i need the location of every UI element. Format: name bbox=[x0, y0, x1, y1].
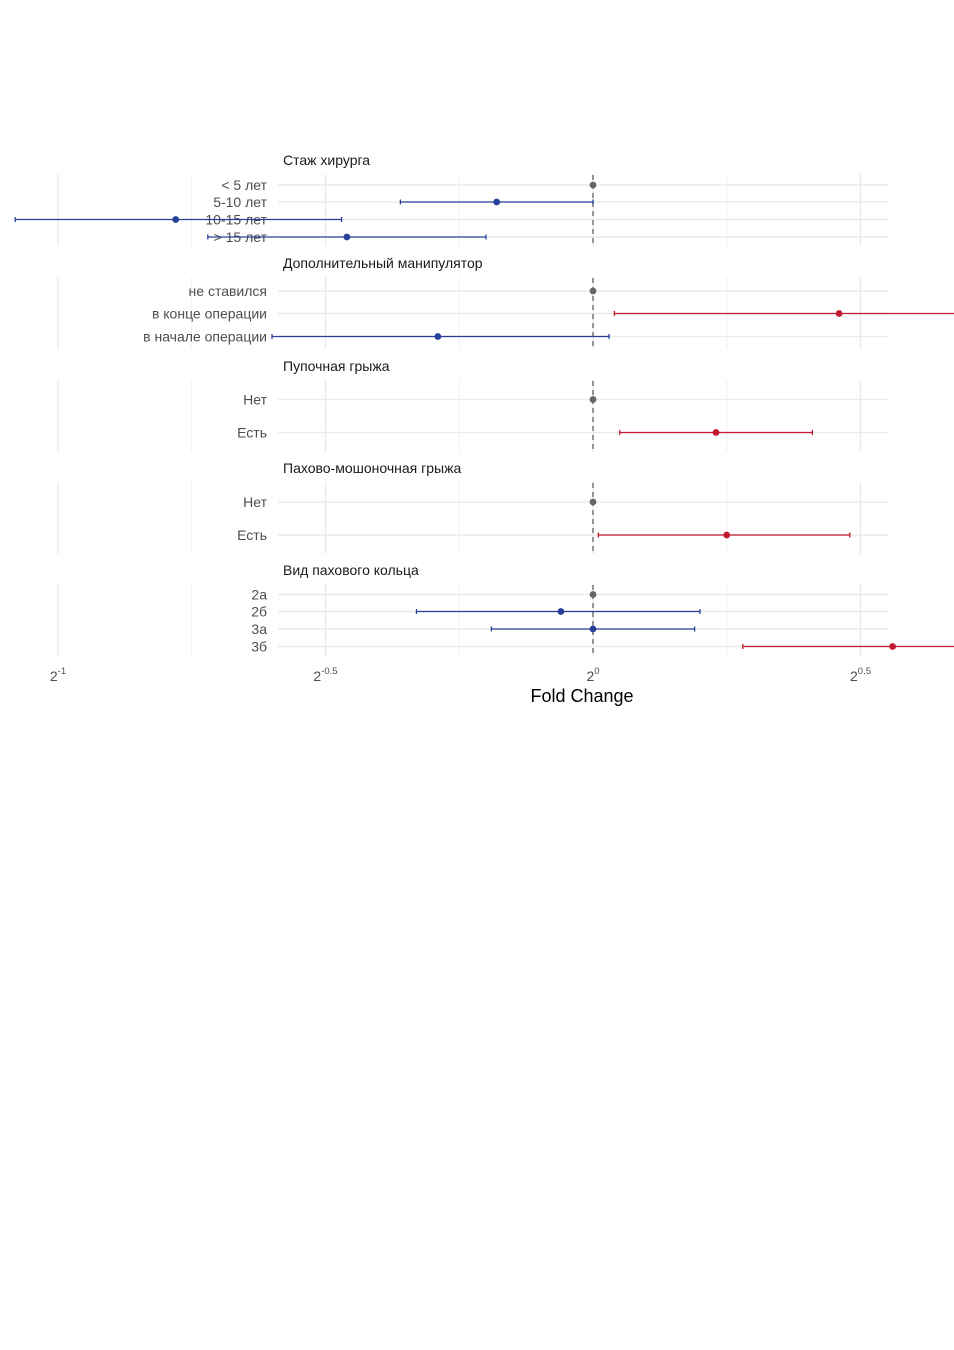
x-tick-label bbox=[50, 666, 66, 684]
x-tick-label bbox=[850, 666, 871, 684]
category-label: Есть bbox=[237, 424, 267, 441]
x-tick-exponent: 0 bbox=[594, 666, 600, 677]
category-label: Нет bbox=[243, 391, 267, 408]
x-tick-exponent: 0.5 bbox=[857, 666, 872, 677]
x-tick-label bbox=[586, 666, 599, 684]
point-estimate bbox=[590, 396, 597, 403]
category-label: 3б bbox=[251, 638, 267, 655]
category-label: 2б bbox=[251, 603, 267, 620]
x-tick-exponent: -1 bbox=[57, 666, 67, 677]
point-estimate bbox=[713, 429, 720, 436]
point-estimate bbox=[590, 591, 597, 598]
panel-title: Стаж хирурга bbox=[283, 152, 371, 168]
panel-title: Пупочная грыжа bbox=[283, 358, 390, 374]
category-label: 5-10 лет bbox=[213, 194, 267, 210]
category-label: в конце операции bbox=[151, 305, 267, 322]
category-label: > 15 лет bbox=[213, 229, 267, 245]
point-estimate bbox=[836, 310, 843, 317]
category-label: не ставился bbox=[188, 283, 267, 299]
point-estimate bbox=[590, 626, 597, 633]
point-estimate bbox=[344, 234, 351, 241]
x-tick-base: 2 bbox=[586, 668, 595, 684]
point-estimate bbox=[889, 643, 896, 650]
point-estimate bbox=[590, 499, 597, 506]
category-label: < 5 лет bbox=[221, 177, 267, 193]
x-tick-base: 2 bbox=[849, 668, 858, 684]
x-tick-label bbox=[313, 666, 337, 684]
x-tick-exponent: -0.5 bbox=[321, 666, 338, 677]
panel-title: Вид пахового кольца bbox=[283, 562, 419, 578]
point-estimate bbox=[590, 288, 597, 295]
point-estimate bbox=[434, 333, 441, 340]
category-label: 10-15 лет bbox=[205, 211, 267, 228]
point-estimate bbox=[723, 532, 730, 539]
category-label: Есть bbox=[237, 527, 267, 543]
panel-title: Пахово-мошоночная грыжа bbox=[283, 460, 462, 476]
point-estimate bbox=[558, 608, 565, 615]
x-tick-base: 2 bbox=[49, 668, 58, 684]
category-label: 3а bbox=[251, 621, 267, 637]
category-label: Нет bbox=[243, 494, 267, 510]
panel-title: Дополнительный манипулятор bbox=[283, 255, 483, 271]
category-label: 2а bbox=[251, 586, 267, 603]
x-axis-title: Fold Change bbox=[530, 686, 634, 706]
point-estimate bbox=[172, 216, 179, 223]
point-estimate bbox=[493, 199, 500, 206]
point-estimate bbox=[590, 182, 597, 189]
x-tick-base: 2 bbox=[313, 668, 322, 684]
category-label: в начале операции bbox=[143, 328, 267, 345]
